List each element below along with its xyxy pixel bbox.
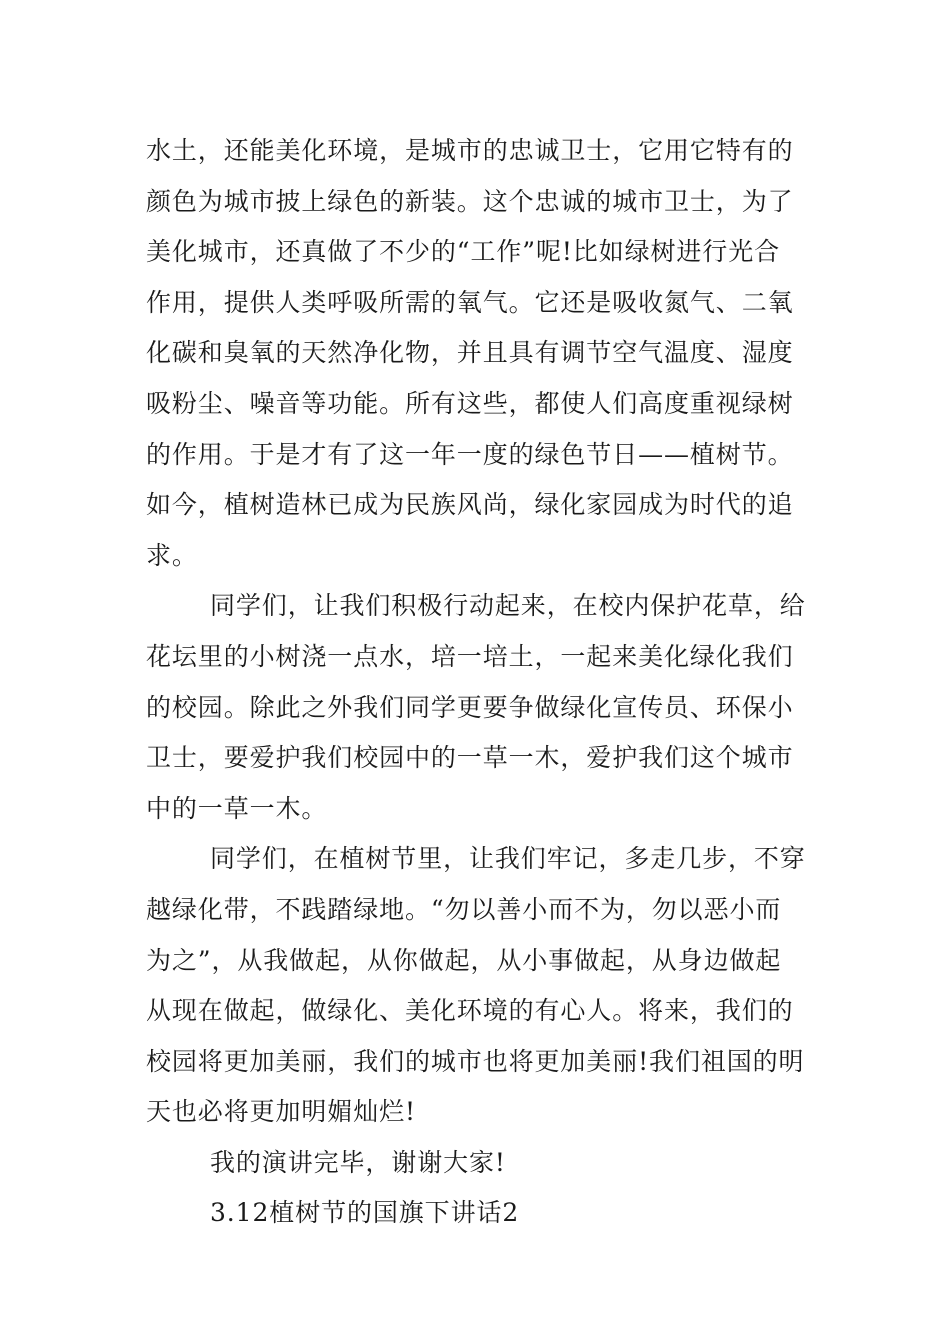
- text-line: 美化城市，还真做了不少的“工作”呢!比如绿树进行光合: [146, 237, 781, 267]
- paragraph-action-call: [146, 581, 806, 834]
- text-line: 水土，还能美化环境，是城市的忠诚卫士，它用它特有的: [146, 136, 794, 165]
- text-line: 作用，提供人类呼吸所需的氧气。它还是吸收氮气、二氧: [146, 287, 794, 317]
- text-line: 求。: [146, 540, 198, 570]
- text-line: 颜色为城市披上绿色的新装。这个忠诚的城市卫士，为了: [146, 186, 794, 216]
- text-line: 卫士，要爱护我们校园中的一草一木，爱护我们这个城市: [146, 743, 794, 773]
- document-body: [146, 126, 806, 1239]
- closing-remark: 我的演讲完毕，谢谢大家!: [210, 1147, 506, 1177]
- text-line: 越绿化带，不践踏绿地。“勿以善小而不为，勿以恶小而: [146, 894, 782, 924]
- text-line: 同学们，让我们积极行动起来，在校内保护花草，给: [210, 591, 806, 621]
- text-line: 花坛里的小树浇一点水，培一培土，一起来美化绿化我们: [146, 641, 794, 671]
- text-line: 化碳和臭氧的天然净化物，并且具有调节空气温度、湿度: [146, 338, 794, 368]
- text-line: 如今，植树造林已成为民族风尚，绿化家园成为时代的追: [146, 490, 794, 520]
- text-line: 的作用。于是才有了这一年一度的绿色节日——植树节。: [146, 439, 794, 469]
- text-line: 天也必将更加明媚灿烂!: [146, 1097, 416, 1127]
- text-line: 吸粉尘、噪音等功能。所有这些，都使人们高度重视绿树: [146, 388, 794, 418]
- text-line: 为之”，从我做起，从你做起，从小事做起，从身边做起: [146, 945, 782, 975]
- text-line: 校园将更加美丽，我们的城市也将更加美丽!我们祖国的明: [146, 1046, 805, 1076]
- text-line: 的校园。除此之外我们同学更要争做绿化宣传员、环保小: [146, 692, 794, 722]
- text-line: 同学们，在植树节里，让我们牢记，多走几步，不穿: [210, 844, 806, 874]
- text-line: 从现在做起，做绿化、美化环境的有心人。将来，我们的: [146, 996, 794, 1026]
- text-line: 中的一草一木。: [146, 793, 328, 823]
- section-heading: 3.12植树节的国旗下讲话2: [210, 1198, 520, 1228]
- paragraph-reminder: [146, 834, 806, 1138]
- paragraph-continued: [146, 126, 806, 581]
